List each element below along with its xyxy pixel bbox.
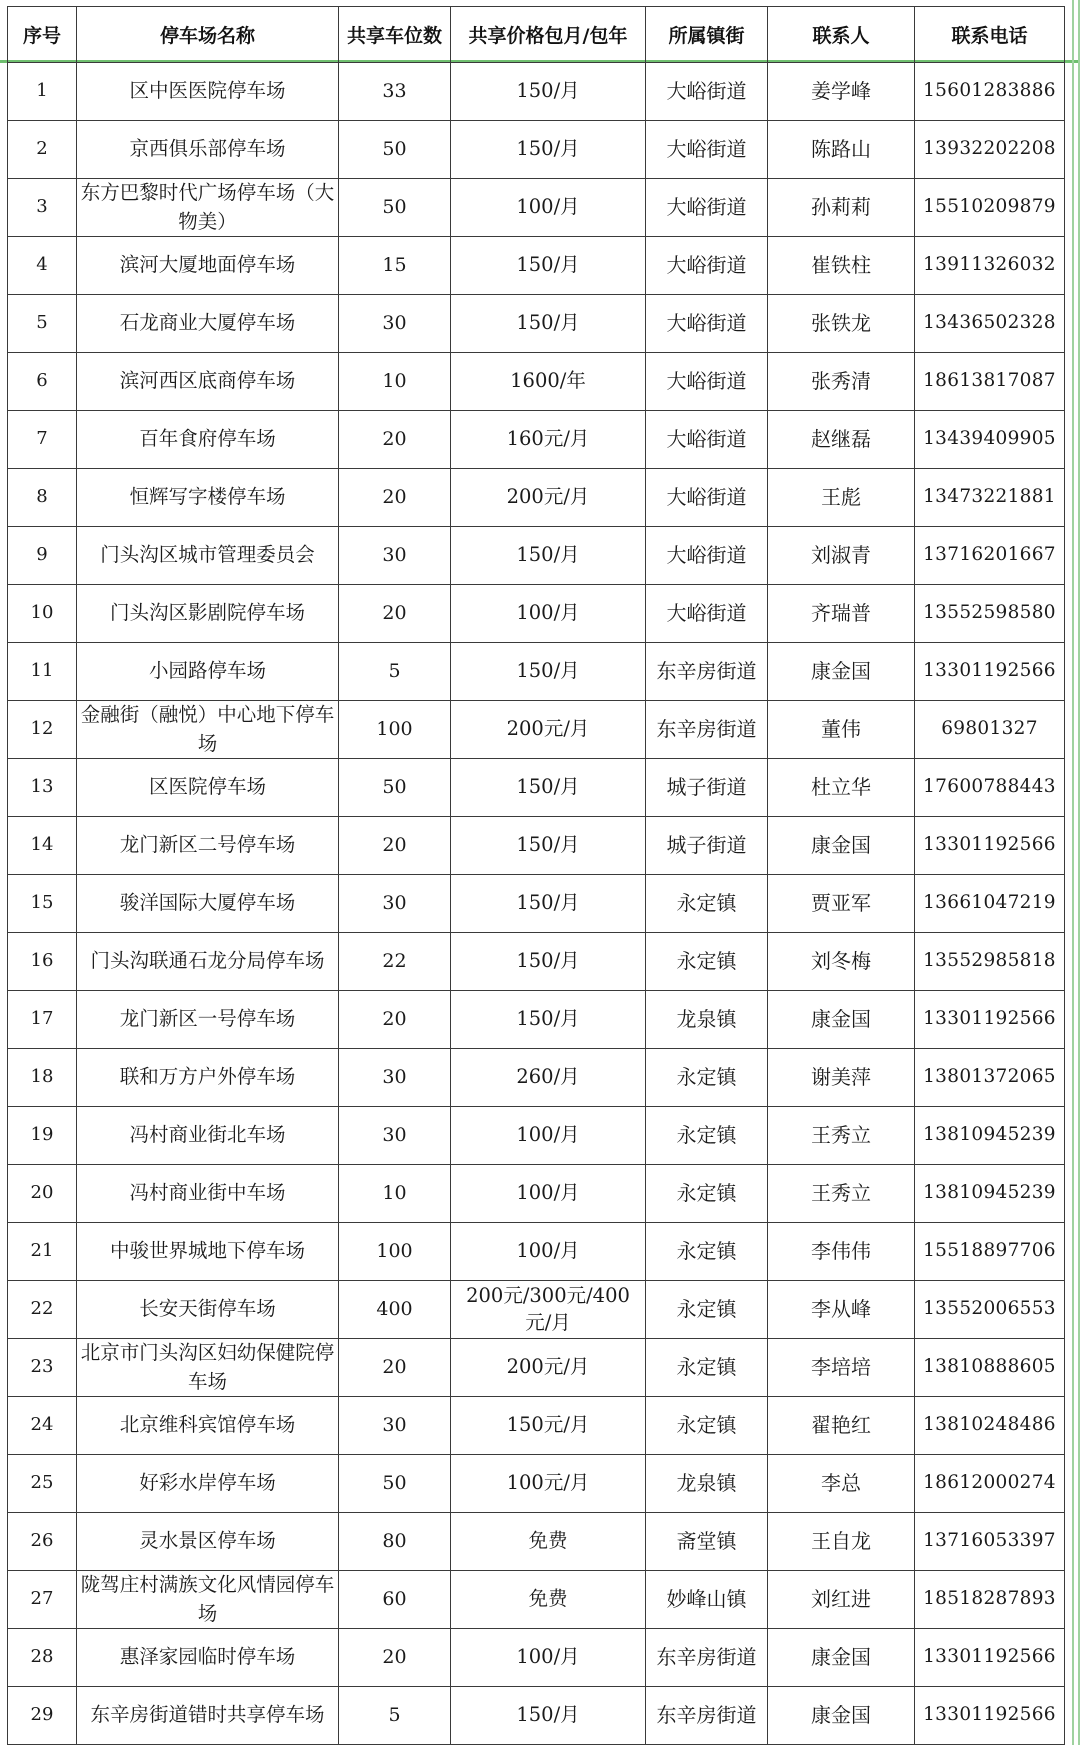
cell-name: 东方巴黎时代广场停车场（大物美）	[77, 179, 339, 237]
cell-name: 门头沟区影剧院停车场	[77, 585, 339, 643]
cell-town: 永定镇	[646, 1107, 768, 1165]
cell-phone: 13716201667	[915, 527, 1065, 585]
cell-index: 14	[8, 817, 77, 875]
cell-name: 小园路停车场	[77, 643, 339, 701]
cell-phone: 13301192566	[915, 1629, 1065, 1687]
cell-phone: 69801327	[915, 701, 1065, 759]
cell-phone: 13932202208	[915, 121, 1065, 179]
cell-contact: 王彪	[768, 469, 915, 527]
cell-price: 免费	[451, 1571, 646, 1629]
cell-price: 150/月	[451, 759, 646, 817]
cell-name: 区医院停车场	[77, 759, 339, 817]
cell-town: 大峪街道	[646, 121, 768, 179]
cell-town: 永定镇	[646, 1223, 768, 1281]
cell-index: 3	[8, 179, 77, 237]
cell-spaces: 33	[339, 63, 451, 121]
cell-spaces: 10	[339, 1165, 451, 1223]
cell-index: 4	[8, 237, 77, 295]
header-cell-town: 所属镇街	[646, 7, 768, 63]
cell-price: 100元/月	[451, 1455, 646, 1513]
table-row	[8, 1455, 1065, 1513]
cell-spaces: 20	[339, 1339, 451, 1397]
cell-index: 21	[8, 1223, 77, 1281]
cell-price: 200元/月	[451, 469, 646, 527]
cell-contact: 谢美萍	[768, 1049, 915, 1107]
cell-town: 东辛房街道	[646, 643, 768, 701]
cell-spaces: 80	[339, 1513, 451, 1571]
cell-spaces: 20	[339, 469, 451, 527]
table-row	[8, 237, 1065, 295]
cell-town: 大峪街道	[646, 527, 768, 585]
cell-spaces: 100	[339, 1223, 451, 1281]
cell-index: 18	[8, 1049, 77, 1107]
cell-name: 滨河西区底商停车场	[77, 353, 339, 411]
table-row	[8, 759, 1065, 817]
cell-spaces: 20	[339, 1629, 451, 1687]
cell-price: 150/月	[451, 933, 646, 991]
cell-contact: 康金国	[768, 991, 915, 1049]
cell-price: 150/月	[451, 295, 646, 353]
cell-contact: 康金国	[768, 1629, 915, 1687]
cell-name: 中骏世界城地下停车场	[77, 1223, 339, 1281]
cell-index: 10	[8, 585, 77, 643]
cell-town: 永定镇	[646, 1339, 768, 1397]
cell-spaces: 5	[339, 1687, 451, 1745]
header-cell-phone: 联系电话	[915, 7, 1065, 63]
cell-spaces: 50	[339, 179, 451, 237]
table-row	[8, 701, 1065, 759]
cell-contact: 孙莉莉	[768, 179, 915, 237]
cell-name: 冯村商业街中车场	[77, 1165, 339, 1223]
cell-index: 15	[8, 875, 77, 933]
cell-spaces: 15	[339, 237, 451, 295]
cell-name: 石龙商业大厦停车场	[77, 295, 339, 353]
cell-phone: 13473221881	[915, 469, 1065, 527]
table-row	[8, 1629, 1065, 1687]
cell-index: 27	[8, 1571, 77, 1629]
cell-price: 100/月	[451, 1223, 646, 1281]
parking-table	[7, 6, 1065, 1745]
cell-phone: 13661047219	[915, 875, 1065, 933]
header-row	[8, 7, 1065, 63]
cell-contact: 赵继磊	[768, 411, 915, 469]
cell-name: 京西俱乐部停车场	[77, 121, 339, 179]
table-row	[8, 121, 1065, 179]
cell-spaces: 100	[339, 701, 451, 759]
cell-price: 200元/月	[451, 1339, 646, 1397]
cell-name: 滨河大厦地面停车场	[77, 237, 339, 295]
cell-phone: 13716053397	[915, 1513, 1065, 1571]
table-row	[8, 469, 1065, 527]
cell-name: 恒辉写字楼停车场	[77, 469, 339, 527]
table-row	[8, 179, 1065, 237]
cell-town: 龙泉镇	[646, 991, 768, 1049]
cell-index: 17	[8, 991, 77, 1049]
cell-phone: 13439409905	[915, 411, 1065, 469]
cell-price: 1600/年	[451, 353, 646, 411]
cell-price: 200元/300元/400元/月	[451, 1281, 646, 1339]
cell-name: 好彩水岸停车场	[77, 1455, 339, 1513]
cell-name: 区中医医院停车场	[77, 63, 339, 121]
cell-index: 28	[8, 1629, 77, 1687]
cell-town: 大峪街道	[646, 63, 768, 121]
cell-price: 260/月	[451, 1049, 646, 1107]
cell-contact: 康金国	[768, 817, 915, 875]
table-row	[8, 1223, 1065, 1281]
cell-phone: 13801372065	[915, 1049, 1065, 1107]
cell-price: 150/月	[451, 1687, 646, 1745]
table-row	[8, 875, 1065, 933]
cell-index: 5	[8, 295, 77, 353]
cell-contact: 张秀清	[768, 353, 915, 411]
cell-contact: 康金国	[768, 1687, 915, 1745]
cell-town: 大峪街道	[646, 237, 768, 295]
cell-name: 门头沟区城市管理委员会	[77, 527, 339, 585]
cell-town: 大峪街道	[646, 585, 768, 643]
cell-town: 永定镇	[646, 1049, 768, 1107]
cell-phone: 15518897706	[915, 1223, 1065, 1281]
cell-town: 龙泉镇	[646, 1455, 768, 1513]
cell-price: 150/月	[451, 991, 646, 1049]
cell-town: 永定镇	[646, 1281, 768, 1339]
table-row	[8, 1107, 1065, 1165]
cell-contact: 贾亚军	[768, 875, 915, 933]
cell-price: 100/月	[451, 179, 646, 237]
cell-spaces: 50	[339, 1455, 451, 1513]
cell-spaces: 50	[339, 759, 451, 817]
cell-phone: 13301192566	[915, 817, 1065, 875]
cell-name: 北京市门头沟区妇幼保健院停车场	[77, 1339, 339, 1397]
cell-phone: 13436502328	[915, 295, 1065, 353]
cell-spaces: 22	[339, 933, 451, 991]
cell-price: 150/月	[451, 527, 646, 585]
cell-town: 妙峰山镇	[646, 1571, 768, 1629]
cell-name: 惠泽家园临时停车场	[77, 1629, 339, 1687]
cell-spaces: 400	[339, 1281, 451, 1339]
table-row	[8, 1049, 1065, 1107]
cell-price: 150/月	[451, 643, 646, 701]
cell-town: 城子街道	[646, 817, 768, 875]
table-row	[8, 585, 1065, 643]
cell-spaces: 30	[339, 295, 451, 353]
cell-spaces: 60	[339, 1571, 451, 1629]
cell-town: 东辛房街道	[646, 701, 768, 759]
cell-town: 斋堂镇	[646, 1513, 768, 1571]
cell-town: 永定镇	[646, 875, 768, 933]
cell-price: 100/月	[451, 1107, 646, 1165]
cell-contact: 康金国	[768, 643, 915, 701]
cell-contact: 崔铁柱	[768, 237, 915, 295]
cell-index: 12	[8, 701, 77, 759]
cell-phone: 15510209879	[915, 179, 1065, 237]
cell-price: 150/月	[451, 817, 646, 875]
cell-phone: 13552985818	[915, 933, 1065, 991]
cell-town: 永定镇	[646, 933, 768, 991]
cell-phone: 13810945239	[915, 1165, 1065, 1223]
cell-contact: 李总	[768, 1455, 915, 1513]
cell-index: 29	[8, 1687, 77, 1745]
cell-phone: 15601283886	[915, 63, 1065, 121]
cell-index: 25	[8, 1455, 77, 1513]
header-cell-price: 共享价格包月/包年	[451, 7, 646, 63]
cell-spaces: 30	[339, 875, 451, 933]
cell-contact: 董伟	[768, 701, 915, 759]
cell-town: 永定镇	[646, 1397, 768, 1455]
cell-spaces: 20	[339, 817, 451, 875]
table-row	[8, 1687, 1065, 1745]
cell-index: 22	[8, 1281, 77, 1339]
cell-price: 100/月	[451, 585, 646, 643]
table-row	[8, 353, 1065, 411]
header-cell-name: 停车场名称	[77, 7, 339, 63]
cell-spaces: 30	[339, 1107, 451, 1165]
cell-index: 13	[8, 759, 77, 817]
cell-phone: 18518287893	[915, 1571, 1065, 1629]
cell-spaces: 5	[339, 643, 451, 701]
cell-spaces: 30	[339, 1397, 451, 1455]
cell-index: 7	[8, 411, 77, 469]
cell-contact: 李从峰	[768, 1281, 915, 1339]
cell-phone: 18613817087	[915, 353, 1065, 411]
cell-contact: 王秀立	[768, 1107, 915, 1165]
cell-contact: 齐瑞普	[768, 585, 915, 643]
cell-phone: 13810888605	[915, 1339, 1065, 1397]
table-body	[8, 63, 1065, 1745]
cell-name: 冯村商业街北车场	[77, 1107, 339, 1165]
cell-index: 16	[8, 933, 77, 991]
edge-gridline	[1072, 0, 1074, 1745]
cell-contact: 李培培	[768, 1339, 915, 1397]
cell-contact: 李伟伟	[768, 1223, 915, 1281]
cell-spaces: 10	[339, 353, 451, 411]
cell-spaces: 20	[339, 585, 451, 643]
cell-name: 联和万方户外停车场	[77, 1049, 339, 1107]
cell-contact: 姜学峰	[768, 63, 915, 121]
table-row	[8, 933, 1065, 991]
cell-index: 1	[8, 63, 77, 121]
table-row	[8, 1397, 1065, 1455]
cell-index: 9	[8, 527, 77, 585]
cell-index: 11	[8, 643, 77, 701]
cell-price: 150/月	[451, 63, 646, 121]
cell-price: 150元/月	[451, 1397, 646, 1455]
cell-phone: 13301192566	[915, 643, 1065, 701]
cell-phone: 17600788443	[915, 759, 1065, 817]
cell-price: 150/月	[451, 121, 646, 179]
cell-contact: 王自龙	[768, 1513, 915, 1571]
cell-phone: 13911326032	[915, 237, 1065, 295]
table-row	[8, 991, 1065, 1049]
cell-name: 百年食府停车场	[77, 411, 339, 469]
cell-price: 100/月	[451, 1629, 646, 1687]
cell-name: 陇驾庄村满族文化风情园停车场	[77, 1571, 339, 1629]
cell-spaces: 20	[339, 411, 451, 469]
cell-name: 骏洋国际大厦停车场	[77, 875, 339, 933]
table-row	[8, 527, 1065, 585]
cell-name: 北京维科宾馆停车场	[77, 1397, 339, 1455]
cell-name: 龙门新区二号停车场	[77, 817, 339, 875]
table-row	[8, 1339, 1065, 1397]
table-row	[8, 1165, 1065, 1223]
cell-price: 200元/月	[451, 701, 646, 759]
cell-index: 23	[8, 1339, 77, 1397]
cell-spaces: 30	[339, 1049, 451, 1107]
cell-town: 大峪街道	[646, 469, 768, 527]
cell-contact: 刘红进	[768, 1571, 915, 1629]
cell-name: 金融街（融悦）中心地下停车场	[77, 701, 339, 759]
cell-index: 2	[8, 121, 77, 179]
cell-index: 20	[8, 1165, 77, 1223]
cell-price: 100/月	[451, 1165, 646, 1223]
table-row	[8, 295, 1065, 353]
cell-index: 19	[8, 1107, 77, 1165]
cell-town: 永定镇	[646, 1165, 768, 1223]
cell-phone: 18612000274	[915, 1455, 1065, 1513]
table-row	[8, 1513, 1065, 1571]
cell-phone: 13552598580	[915, 585, 1065, 643]
cell-name: 东辛房街道错时共享停车场	[77, 1687, 339, 1745]
header-cell-index: 序号	[8, 7, 77, 63]
table-row	[8, 411, 1065, 469]
cell-spaces: 50	[339, 121, 451, 179]
table-row	[8, 63, 1065, 121]
cell-phone: 13810248486	[915, 1397, 1065, 1455]
cell-price: 免费	[451, 1513, 646, 1571]
table-row	[8, 1571, 1065, 1629]
cell-price: 160元/月	[451, 411, 646, 469]
cell-town: 东辛房街道	[646, 1629, 768, 1687]
header-cell-contact: 联系人	[768, 7, 915, 63]
cell-town: 大峪街道	[646, 179, 768, 237]
cell-phone: 13301192566	[915, 1687, 1065, 1745]
cell-price: 150/月	[451, 875, 646, 933]
cell-spaces: 30	[339, 527, 451, 585]
cell-contact: 杜立华	[768, 759, 915, 817]
cell-phone: 13810945239	[915, 1107, 1065, 1165]
cell-index: 6	[8, 353, 77, 411]
table-row	[8, 643, 1065, 701]
header-cell-spaces: 共享车位数	[339, 7, 451, 63]
cell-phone: 13552006553	[915, 1281, 1065, 1339]
cell-name: 灵水景区停车场	[77, 1513, 339, 1571]
table-row	[8, 1281, 1065, 1339]
cell-index: 24	[8, 1397, 77, 1455]
cell-town: 大峪街道	[646, 411, 768, 469]
table-row	[8, 817, 1065, 875]
cell-contact: 张铁龙	[768, 295, 915, 353]
cell-index: 26	[8, 1513, 77, 1571]
cell-contact: 刘冬梅	[768, 933, 915, 991]
cell-town: 大峪街道	[646, 295, 768, 353]
cell-name: 龙门新区一号停车场	[77, 991, 339, 1049]
cell-name: 门头沟联通石龙分局停车场	[77, 933, 339, 991]
cell-phone: 13301192566	[915, 991, 1065, 1049]
cell-town: 大峪街道	[646, 353, 768, 411]
cell-contact: 陈路山	[768, 121, 915, 179]
cell-price: 150/月	[451, 237, 646, 295]
cell-contact: 刘淑青	[768, 527, 915, 585]
cell-index: 8	[8, 469, 77, 527]
cell-name: 长安天街停车场	[77, 1281, 339, 1339]
cell-spaces: 20	[339, 991, 451, 1049]
cell-contact: 翟艳红	[768, 1397, 915, 1455]
cell-contact: 王秀立	[768, 1165, 915, 1223]
cell-town: 东辛房街道	[646, 1687, 768, 1745]
cell-town: 城子街道	[646, 759, 768, 817]
